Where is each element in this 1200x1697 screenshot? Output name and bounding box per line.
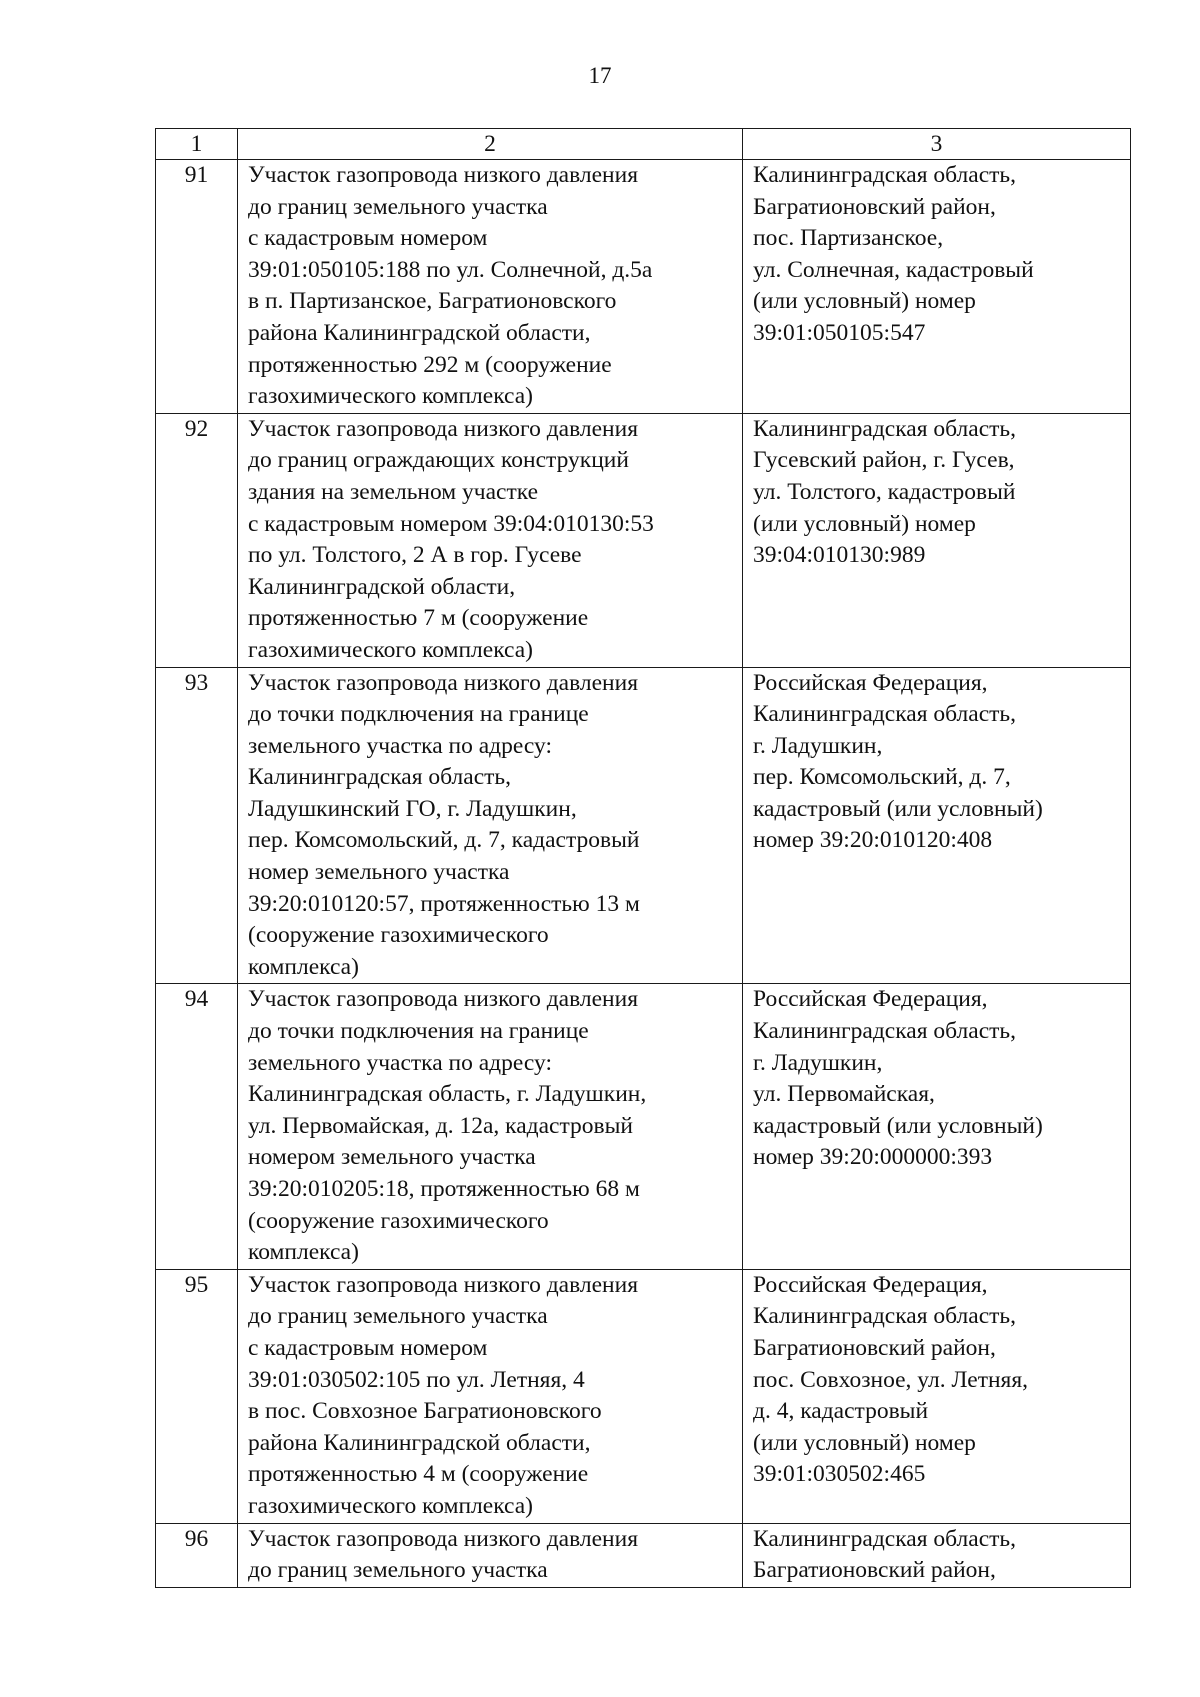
- description-line: протяженностью 7 м (сооружение: [248, 605, 589, 632]
- description-line: 39:01:030502:105 по ул. Летняя, 4: [248, 1366, 585, 1393]
- table-row: [156, 984, 1131, 1269]
- address-line: номер 39:20:010120:408: [753, 827, 993, 854]
- address-line: (или условный) номер: [753, 1429, 976, 1456]
- address-line: Калининградская область,: [753, 162, 1016, 188]
- page-number: 17: [588, 63, 612, 88]
- address-line: ул. Солнечная, кадастровый: [753, 256, 1034, 283]
- object-description: [238, 1523, 743, 1587]
- description-line: здания на земельном участке: [248, 478, 539, 505]
- address-line: Российская Федерация,: [753, 669, 988, 696]
- description-line: до границ ограждающих конструкций: [248, 447, 629, 474]
- address-line: ул. Первомайская,: [753, 1081, 935, 1108]
- object-address: [743, 1523, 1131, 1587]
- description-line: с кадастровым номером 39:04:010130:53: [248, 510, 654, 537]
- row-number: 91: [156, 160, 238, 414]
- row-number: 92: [156, 413, 238, 667]
- description-line: района Калининградской области,: [248, 319, 591, 346]
- description-line: до границ земельного участка: [248, 193, 548, 220]
- table-body: [156, 160, 1131, 1588]
- row-number: 93: [156, 667, 238, 984]
- object-address: [743, 667, 1131, 984]
- address-line: ул. Толстого, кадастровый: [753, 478, 1016, 505]
- address-line: Багратионовский район,: [753, 1334, 996, 1361]
- description-line: ул. Первомайская, д. 12а, кадастровый: [248, 1112, 633, 1139]
- description-line: земельного участка по адресу:: [248, 732, 552, 759]
- description-line: с кадастровым номером: [248, 1334, 488, 1361]
- row-number: 96: [156, 1523, 238, 1587]
- address-line: (или условный) номер: [753, 288, 976, 315]
- description-line: Калининградская область, г. Ладушкин,: [248, 1081, 647, 1108]
- description-line: Участок газопровода низкого давления: [248, 669, 639, 696]
- object-description: [238, 160, 743, 414]
- address-line: кадастровый (или условный): [753, 1112, 1043, 1139]
- address-line: 39:01:050105:547: [753, 319, 926, 346]
- description-line: газохимического комплекса): [248, 1492, 534, 1519]
- object-address: [743, 1269, 1131, 1523]
- registry-table: [155, 128, 1131, 1588]
- description-line: протяженностью 292 м (сооружение: [248, 351, 612, 378]
- column-header: 1: [156, 129, 238, 160]
- address-line: пос. Совхозное, ул. Летняя,: [753, 1366, 1029, 1393]
- object-description: [238, 667, 743, 984]
- description-line: комплекса): [248, 1239, 359, 1266]
- description-line: по ул. Толстого, 2 А в гор. Гусеве: [248, 542, 582, 569]
- description-line: газохимического комплекса): [248, 383, 534, 410]
- description-line: Участок газопровода низкого давления: [248, 162, 639, 188]
- table-header-row: [156, 129, 1131, 160]
- description-line: Участок газопровода низкого давления: [248, 415, 639, 442]
- column-header: 3: [743, 129, 1131, 160]
- object-address: [743, 413, 1131, 667]
- table-row: [156, 413, 1131, 667]
- description-line: Участок газопровода низкого давления: [248, 986, 639, 1013]
- description-line: 39:20:010205:18, протяженностью 68 м: [248, 1176, 640, 1202]
- address-line: д. 4, кадастровый: [753, 1398, 929, 1425]
- address-line: г. Ладушкин,: [753, 732, 883, 759]
- address-line: (или условный) номер: [753, 510, 976, 537]
- address-line: Багратионовский район,: [753, 193, 996, 220]
- description-line: до точки подключения на границе: [248, 701, 589, 728]
- row-number: 95: [156, 1269, 238, 1523]
- address-line: номер 39:20:000000:393: [753, 1144, 993, 1171]
- address-line: Багратионовский район,: [753, 1557, 996, 1584]
- table-row: [156, 1523, 1131, 1587]
- object-address: [743, 160, 1131, 414]
- table-row: [156, 667, 1131, 984]
- address-line: Калининградская область,: [753, 1018, 1016, 1045]
- table-row: [156, 1269, 1131, 1523]
- description-line: в пос. Совхозное Багратионовского: [248, 1398, 602, 1425]
- description-line: до границ земельного участка: [248, 1557, 548, 1584]
- address-line: Калининградская область,: [753, 1303, 1016, 1330]
- description-line: номером земельного участка: [248, 1144, 536, 1171]
- description-line: газохимического комплекса): [248, 636, 534, 663]
- address-line: Калининградская область,: [753, 1525, 1016, 1552]
- description-line: до точки подключения на границе: [248, 1018, 589, 1045]
- object-address: [743, 984, 1131, 1269]
- address-line: 39:04:010130:989: [753, 542, 926, 569]
- description-line: номер земельного участка: [248, 859, 510, 886]
- description-line: земельного участка по адресу:: [248, 1049, 552, 1076]
- description-line: Ладушкинский ГО, г. Ладушкин,: [248, 795, 577, 822]
- description-line: Участок газопровода низкого давления: [248, 1525, 639, 1552]
- description-line: Участок газопровода низкого давления: [248, 1271, 639, 1298]
- address-line: пер. Комсомольский, д. 7,: [753, 764, 1011, 791]
- address-line: Гусевский район, г. Гусев,: [753, 447, 1015, 474]
- description-line: района Калининградской области,: [248, 1429, 591, 1456]
- description-line: Калининградской области,: [248, 573, 516, 600]
- description-line: с кадастровым номером: [248, 225, 488, 252]
- address-line: Российская Федерация,: [753, 986, 988, 1013]
- description-line: (сооружение газохимического: [248, 1207, 549, 1234]
- description-line: Калининградская область,: [248, 764, 511, 791]
- address-line: Калининградская область,: [753, 701, 1016, 728]
- row-number: 94: [156, 984, 238, 1269]
- table-row: [156, 160, 1131, 414]
- description-line: пер. Комсомольский, д. 7, кадастровый: [248, 827, 640, 854]
- description-line: протяженностью 4 м (сооружение: [248, 1461, 589, 1488]
- address-line: г. Ладушкин,: [753, 1049, 883, 1076]
- address-line: Калининградская область,: [753, 415, 1016, 442]
- description-line: комплекса): [248, 953, 359, 980]
- address-line: кадастровый (или условный): [753, 795, 1043, 822]
- object-description: [238, 1269, 743, 1523]
- object-description: [238, 413, 743, 667]
- description-line: 39:20:010120:57, протяженностью 13 м: [248, 890, 640, 917]
- object-description: [238, 984, 743, 1269]
- description-line: 39:01:050105:188 по ул. Солнечной, д.5а: [248, 256, 653, 283]
- column-header: 2: [238, 129, 743, 160]
- description-line: (сооружение газохимического: [248, 922, 549, 949]
- description-line: в п. Партизанское, Багратионовского: [248, 288, 617, 315]
- address-line: Российская Федерация,: [753, 1271, 988, 1298]
- description-line: до границ земельного участка: [248, 1303, 548, 1330]
- address-line: пос. Партизанское,: [753, 225, 944, 252]
- address-line: 39:01:030502:465: [753, 1461, 926, 1488]
